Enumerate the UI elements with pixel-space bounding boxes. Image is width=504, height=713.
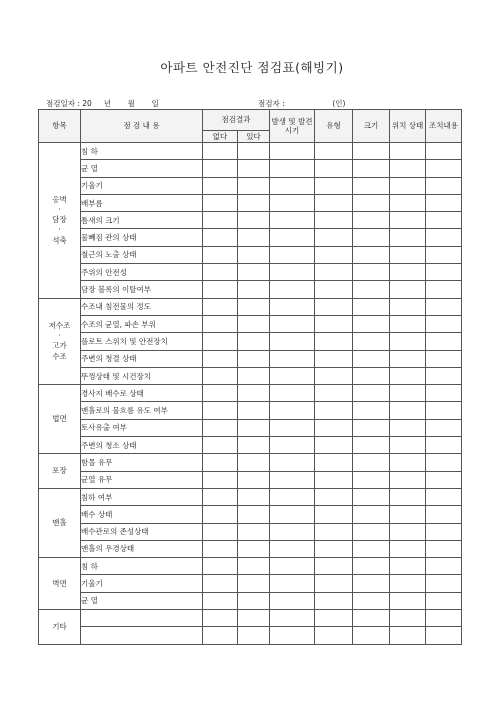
action-cell[interactable] — [426, 194, 462, 211]
location-cell[interactable] — [390, 558, 426, 575]
item-cell: 기울기 — [81, 177, 203, 194]
table-row — [39, 454, 462, 471]
size-cell[interactable] — [353, 506, 390, 523]
size-cell[interactable] — [353, 298, 390, 315]
item-cell: 담장 블록의 이탈여부 — [81, 281, 203, 298]
size-cell[interactable] — [353, 592, 390, 609]
result-none-cell[interactable] — [203, 523, 238, 540]
type-cell[interactable] — [315, 437, 353, 454]
type-cell[interactable] — [315, 471, 353, 488]
table-row — [39, 471, 462, 488]
item-cell: 균열 유무 — [81, 471, 203, 488]
location-cell[interactable] — [390, 350, 426, 367]
action-cell[interactable] — [426, 488, 462, 505]
size-cell[interactable] — [353, 264, 390, 281]
location-cell[interactable] — [390, 194, 426, 211]
result-none-cell[interactable] — [203, 558, 238, 575]
item-cell: 토사유출 여부 — [81, 419, 203, 436]
action-cell[interactable] — [426, 471, 462, 488]
size-cell[interactable] — [353, 575, 390, 592]
action-cell[interactable] — [426, 367, 462, 384]
header-type: 유형 — [315, 110, 353, 143]
category-cell: 저수조 · 고가 수조 — [39, 298, 81, 384]
item-cell: 균 열 — [81, 160, 203, 177]
header-occurrence: 발생 및 발견시기 — [270, 110, 315, 143]
item-cell: 뚜껑상태 및 시건장치 — [81, 367, 203, 384]
result-none-cell[interactable] — [203, 143, 238, 160]
action-cell[interactable] — [426, 281, 462, 298]
result-none-cell[interactable] — [203, 419, 238, 436]
item-cell: 침 하 — [81, 143, 203, 160]
result-yes-cell[interactable] — [238, 212, 270, 229]
location-cell[interactable] — [390, 246, 426, 263]
result-yes-cell[interactable] — [238, 592, 270, 609]
inspection-date-label: 점검일자 : 20 년 월 일 — [46, 99, 159, 108]
result-none-cell[interactable] — [203, 298, 238, 315]
type-cell[interactable] — [315, 350, 353, 367]
size-cell[interactable] — [353, 246, 390, 263]
location-cell[interactable] — [390, 402, 426, 419]
result-yes-cell[interactable] — [238, 610, 270, 627]
occurrence-cell[interactable] — [270, 177, 315, 194]
location-cell[interactable] — [390, 454, 426, 471]
occurrence-cell[interactable] — [270, 212, 315, 229]
page-title: 아파트 안전진단 점검표(해빙기) — [160, 60, 344, 75]
table-row — [39, 419, 462, 436]
item-cell: 경사지 배수로 상태 — [81, 385, 203, 402]
action-cell[interactable] — [426, 160, 462, 177]
action-cell[interactable] — [426, 592, 462, 609]
size-cell[interactable] — [353, 540, 390, 557]
header-category: 항목 — [39, 110, 81, 143]
action-cell[interactable] — [426, 229, 462, 246]
result-yes-cell[interactable] — [238, 627, 270, 644]
size-cell[interactable] — [353, 350, 390, 367]
action-cell[interactable] — [426, 437, 462, 454]
result-none-cell[interactable] — [203, 385, 238, 402]
item-cell: 수조의 균열, 파손 부위 — [81, 315, 203, 332]
table-row — [39, 281, 462, 298]
result-yes-cell[interactable] — [238, 298, 270, 315]
type-cell[interactable] — [315, 506, 353, 523]
result-none-cell[interactable] — [203, 177, 238, 194]
size-cell[interactable] — [353, 437, 390, 454]
table-row — [39, 488, 462, 505]
location-cell[interactable] — [390, 540, 426, 557]
type-cell[interactable] — [315, 523, 353, 540]
action-cell[interactable] — [426, 627, 462, 644]
result-yes-cell[interactable] — [238, 402, 270, 419]
result-yes-cell[interactable] — [238, 229, 270, 246]
size-cell[interactable] — [353, 419, 390, 436]
category-cell: 옹벽 · 담장 · 석축 — [39, 143, 81, 299]
action-cell[interactable] — [426, 523, 462, 540]
type-cell[interactable] — [315, 281, 353, 298]
location-cell[interactable] — [390, 575, 426, 592]
item-cell: 배수 상태 — [81, 506, 203, 523]
occurrence-cell[interactable] — [270, 264, 315, 281]
type-cell[interactable] — [315, 419, 353, 436]
action-cell[interactable] — [426, 558, 462, 575]
item-cell — [81, 610, 203, 627]
result-yes-cell[interactable] — [238, 540, 270, 557]
category-cell: 맨홀 — [39, 488, 81, 557]
item-cell: 침 하 — [81, 558, 203, 575]
size-cell[interactable] — [353, 333, 390, 350]
location-cell[interactable] — [390, 367, 426, 384]
size-cell[interactable] — [353, 627, 390, 644]
location-cell[interactable] — [390, 298, 426, 315]
occurrence-cell[interactable] — [270, 246, 315, 263]
occurrence-cell[interactable] — [270, 281, 315, 298]
location-cell[interactable] — [390, 471, 426, 488]
action-cell[interactable] — [426, 454, 462, 471]
location-cell[interactable] — [390, 488, 426, 505]
size-cell[interactable] — [353, 281, 390, 298]
type-cell[interactable] — [315, 402, 353, 419]
result-yes-cell[interactable] — [238, 281, 270, 298]
action-cell[interactable] — [426, 315, 462, 332]
result-none-cell[interactable] — [203, 315, 238, 332]
action-cell[interactable] — [426, 333, 462, 350]
table-row — [39, 437, 462, 454]
table-row — [39, 523, 462, 540]
inspection-table — [38, 109, 462, 645]
action-cell[interactable] — [426, 177, 462, 194]
result-yes-cell[interactable] — [238, 177, 270, 194]
item-cell: 기울기 — [81, 575, 203, 592]
size-cell[interactable] — [353, 177, 390, 194]
location-cell[interactable] — [390, 627, 426, 644]
item-cell: 함몰 유무 — [81, 454, 203, 471]
type-cell[interactable] — [315, 540, 353, 557]
table-row — [39, 540, 462, 557]
occurrence-cell[interactable] — [270, 367, 315, 384]
occurrence-cell[interactable] — [270, 592, 315, 609]
header-result: 점검결과 — [203, 110, 270, 131]
occurrence-cell[interactable] — [270, 385, 315, 402]
size-cell[interactable] — [353, 160, 390, 177]
type-cell[interactable] — [315, 264, 353, 281]
action-cell[interactable] — [426, 402, 462, 419]
item-cell: 배부름 — [81, 194, 203, 211]
table-row — [39, 506, 462, 523]
table-body — [39, 143, 462, 645]
type-cell[interactable] — [315, 367, 353, 384]
size-cell[interactable] — [353, 454, 390, 471]
occurrence-cell[interactable] — [270, 471, 315, 488]
type-cell[interactable] — [315, 610, 353, 627]
type-cell[interactable] — [315, 488, 353, 505]
table-row — [39, 333, 462, 350]
table-row — [39, 627, 462, 644]
result-yes-cell[interactable] — [238, 506, 270, 523]
item-cell: 주변의 청결 상태 — [81, 350, 203, 367]
item-cell: 주위의 안전성 — [81, 264, 203, 281]
result-none-cell[interactable] — [203, 229, 238, 246]
occurrence-cell[interactable] — [270, 333, 315, 350]
table-row — [39, 315, 462, 332]
table-row — [39, 367, 462, 384]
result-yes-cell[interactable] — [238, 575, 270, 592]
result-yes-cell[interactable] — [238, 558, 270, 575]
location-cell[interactable] — [390, 229, 426, 246]
category-cell: 포장 — [39, 454, 81, 489]
occurrence-cell[interactable] — [270, 627, 315, 644]
action-cell[interactable] — [426, 246, 462, 263]
table-row — [39, 246, 462, 263]
size-cell[interactable] — [353, 194, 390, 211]
result-yes-cell[interactable] — [238, 194, 270, 211]
size-cell[interactable] — [353, 143, 390, 160]
result-yes-cell[interactable] — [238, 264, 270, 281]
item-cell: 플로트 스위치 및 안전장치 — [81, 333, 203, 350]
header-result-yes: 있다 — [238, 131, 270, 143]
location-cell[interactable] — [390, 437, 426, 454]
location-cell[interactable] — [390, 143, 426, 160]
type-cell[interactable] — [315, 194, 353, 211]
type-cell[interactable] — [315, 575, 353, 592]
result-none-cell[interactable] — [203, 575, 238, 592]
category-cell: 법면 — [39, 385, 81, 454]
table-row — [39, 298, 462, 315]
type-cell[interactable] — [315, 298, 353, 315]
size-cell[interactable] — [353, 523, 390, 540]
result-yes-cell[interactable] — [238, 333, 270, 350]
location-cell[interactable] — [390, 610, 426, 627]
size-cell[interactable] — [353, 367, 390, 384]
item-cell: 맨홀의 우경상태 — [81, 540, 203, 557]
occurrence-cell[interactable] — [270, 315, 315, 332]
type-cell[interactable] — [315, 160, 353, 177]
type-cell[interactable] — [315, 558, 353, 575]
header-action: 조치내용 — [426, 110, 462, 143]
location-cell[interactable] — [390, 160, 426, 177]
result-yes-cell[interactable] — [238, 454, 270, 471]
table-row — [39, 402, 462, 419]
occurrence-cell[interactable] — [270, 523, 315, 540]
item-cell: 물빼짐 관의 상태 — [81, 229, 203, 246]
table-header — [39, 110, 462, 143]
action-cell[interactable] — [426, 419, 462, 436]
location-cell[interactable] — [390, 592, 426, 609]
result-none-cell[interactable] — [203, 194, 238, 211]
item-cell: 틈새의 크기 — [81, 212, 203, 229]
result-none-cell[interactable] — [203, 506, 238, 523]
occurrence-cell[interactable] — [270, 454, 315, 471]
type-cell[interactable] — [315, 229, 353, 246]
action-cell[interactable] — [426, 575, 462, 592]
item-cell: 수조내 침전물의 정도 — [81, 298, 203, 315]
item-cell: 균 열 — [81, 592, 203, 609]
result-yes-cell[interactable] — [238, 350, 270, 367]
action-cell[interactable] — [426, 212, 462, 229]
result-none-cell[interactable] — [203, 627, 238, 644]
table-row — [39, 350, 462, 367]
location-cell[interactable] — [390, 419, 426, 436]
action-cell[interactable] — [426, 540, 462, 557]
size-cell[interactable] — [353, 385, 390, 402]
size-cell[interactable] — [353, 610, 390, 627]
size-cell[interactable] — [353, 488, 390, 505]
location-cell[interactable] — [390, 315, 426, 332]
occurrence-cell[interactable] — [270, 298, 315, 315]
header-result-none: 없다 — [203, 131, 238, 143]
result-yes-cell[interactable] — [238, 367, 270, 384]
occurrence-cell[interactable] — [270, 350, 315, 367]
size-cell[interactable] — [353, 402, 390, 419]
type-cell[interactable] — [315, 454, 353, 471]
header-size: 크기 — [353, 110, 390, 143]
item-cell: 맨홀로의 물흐름 유도 여부 — [81, 402, 203, 419]
header-content: 점 검 내 용 — [81, 110, 203, 143]
result-none-cell[interactable] — [203, 367, 238, 384]
action-cell[interactable] — [426, 143, 462, 160]
action-cell[interactable] — [426, 298, 462, 315]
item-cell — [81, 627, 203, 644]
result-none-cell[interactable] — [203, 610, 238, 627]
occurrence-cell[interactable] — [270, 194, 315, 211]
type-cell[interactable] — [315, 592, 353, 609]
result-yes-cell[interactable] — [238, 246, 270, 263]
occurrence-cell[interactable] — [270, 540, 315, 557]
result-none-cell[interactable] — [203, 333, 238, 350]
table-row — [39, 177, 462, 194]
occurrence-cell[interactable] — [270, 160, 315, 177]
type-cell[interactable] — [315, 315, 353, 332]
action-cell[interactable] — [426, 385, 462, 402]
item-cell: 배수관로의 존성상태 — [81, 523, 203, 540]
result-yes-cell[interactable] — [238, 385, 270, 402]
result-none-cell[interactable] — [203, 246, 238, 263]
inspector-label: 점검자 : (인) — [258, 99, 346, 108]
action-cell[interactable] — [426, 506, 462, 523]
occurrence-cell[interactable] — [270, 143, 315, 160]
table-row — [39, 385, 462, 402]
type-cell[interactable] — [315, 333, 353, 350]
result-none-cell[interactable] — [203, 281, 238, 298]
table-row — [39, 558, 462, 575]
size-cell[interactable] — [353, 212, 390, 229]
result-yes-cell[interactable] — [238, 419, 270, 436]
action-cell[interactable] — [426, 350, 462, 367]
occurrence-cell[interactable] — [270, 506, 315, 523]
size-cell[interactable] — [353, 315, 390, 332]
location-cell[interactable] — [390, 264, 426, 281]
location-cell[interactable] — [390, 212, 426, 229]
occurrence-cell[interactable] — [270, 437, 315, 454]
result-none-cell[interactable] — [203, 540, 238, 557]
result-yes-cell[interactable] — [238, 315, 270, 332]
size-cell[interactable] — [353, 558, 390, 575]
type-cell[interactable] — [315, 143, 353, 160]
result-none-cell[interactable] — [203, 471, 238, 488]
occurrence-cell[interactable] — [270, 575, 315, 592]
table-row — [39, 592, 462, 609]
result-none-cell[interactable] — [203, 592, 238, 609]
table-row — [39, 575, 462, 592]
result-yes-cell[interactable] — [238, 488, 270, 505]
result-yes-cell[interactable] — [238, 143, 270, 160]
result-yes-cell[interactable] — [238, 437, 270, 454]
result-none-cell[interactable] — [203, 437, 238, 454]
type-cell[interactable] — [315, 212, 353, 229]
header-location: 위치 상태 — [390, 110, 426, 143]
table-row — [39, 194, 462, 211]
occurrence-cell[interactable] — [270, 610, 315, 627]
result-none-cell[interactable] — [203, 402, 238, 419]
result-none-cell[interactable] — [203, 488, 238, 505]
location-cell[interactable] — [390, 523, 426, 540]
action-cell[interactable] — [426, 264, 462, 281]
result-yes-cell[interactable] — [238, 523, 270, 540]
category-cell: 벽면 — [39, 558, 81, 610]
result-none-cell[interactable] — [203, 454, 238, 471]
result-yes-cell[interactable] — [238, 160, 270, 177]
table-row — [39, 143, 462, 160]
location-cell[interactable] — [390, 281, 426, 298]
result-none-cell[interactable] — [203, 160, 238, 177]
size-cell[interactable] — [353, 229, 390, 246]
result-none-cell[interactable] — [203, 212, 238, 229]
result-none-cell[interactable] — [203, 350, 238, 367]
location-cell[interactable] — [390, 333, 426, 350]
occurrence-cell[interactable] — [270, 488, 315, 505]
location-cell[interactable] — [390, 385, 426, 402]
size-cell[interactable] — [353, 471, 390, 488]
item-cell: 침하 여부 — [81, 488, 203, 505]
location-cell[interactable] — [390, 506, 426, 523]
item-cell: 주변의 청소 상태 — [81, 437, 203, 454]
table-row — [39, 212, 462, 229]
category-cell: 기타 — [39, 610, 81, 645]
type-cell[interactable] — [315, 177, 353, 194]
occurrence-cell[interactable] — [270, 402, 315, 419]
table-row — [39, 160, 462, 177]
occurrence-cell[interactable] — [270, 558, 315, 575]
table-row — [39, 229, 462, 246]
occurrence-cell[interactable] — [270, 419, 315, 436]
type-cell[interactable] — [315, 627, 353, 644]
item-cell: 철근의 노출 상태 — [81, 246, 203, 263]
type-cell[interactable] — [315, 385, 353, 402]
occurrence-cell[interactable] — [270, 229, 315, 246]
table-row — [39, 610, 462, 627]
result-none-cell[interactable] — [203, 264, 238, 281]
result-yes-cell[interactable] — [238, 471, 270, 488]
location-cell[interactable] — [390, 177, 426, 194]
table-row — [39, 264, 462, 281]
type-cell[interactable] — [315, 246, 353, 263]
action-cell[interactable] — [426, 610, 462, 627]
